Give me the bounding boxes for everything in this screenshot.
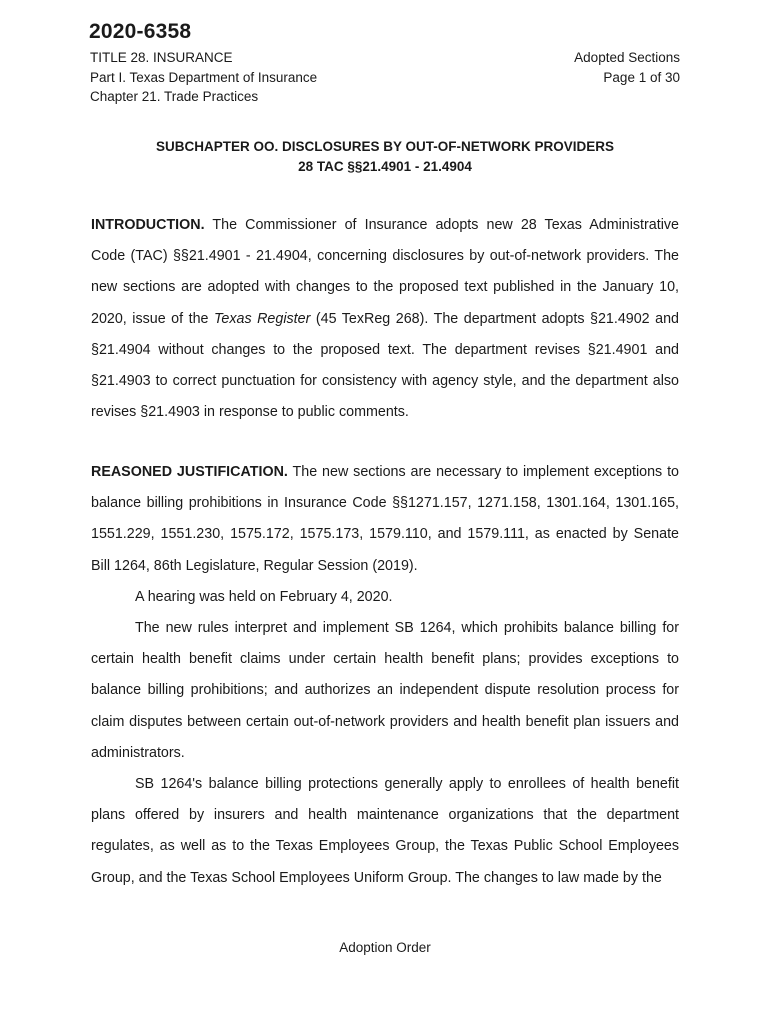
reasoned-paragraph-4: SB 1264's balance billing protections generally apply to enrollees of health benefit plans offered by insurers and health maintenance organizations that the department regulates, as well as to the Texas Employees Group, the Texas Public School Employees Group, and the Texas School Employees Uniform Group. The changes to law made by the [91, 776, 679, 886]
introduction-paragraph [91, 210, 679, 428]
chapter-line: Chapter 21. Trade Practices [90, 89, 259, 104]
status-line: Adopted Sections [574, 50, 680, 65]
part-line: Part I. Texas Department of Insurance [90, 69, 318, 85]
texas-register-italic: Texas Register [213, 310, 311, 327]
subchapter-heading [0, 137, 770, 176]
introduction-text-a: The Commissioner of Insurance adopts new 28 Texas Administrative Code (TAC) §§21.4901 - 21.4904, concerning disclosures by out-of-network providers. The new sections are adopted with changes to the proposed text published in the January 10, 2020, issue of the [91, 217, 679, 327]
header-right [574, 48, 680, 87]
subchapter-sections: 28 TAC §§21.4901 - 21.4904 [298, 158, 472, 174]
reasoned-label: REASONED JUSTIFICATION. [91, 464, 288, 480]
page-number: Page 1 of 30 [603, 69, 680, 85]
reasoned-text: The new sections are necessary to implement exceptions to balance billing prohibitions in Insurance Code §§1271.157, 1271.158, 1301.164, 1301.165, 1551.229, 1551.230, 1575.172, 1575.173, 1579.110, and 1579.111, as enacted by Senate Bill 1264, 86th Legislature, Regular Session (2019). [91, 464, 679, 574]
page-footer: Adoption Order [339, 940, 431, 955]
introduction-text-b: (45 TexReg 268). The department adopts §21.4902 and §21.4904 without changes to the proposed text. The department revises §21.4901 and §21.4903 to correct punctuation for consistency with agency style, and the department also revises §21.4903 in response to public comments. [91, 310, 679, 421]
reasoned-paragraph-2: A hearing was held on February 4, 2020. [135, 588, 393, 605]
reasoned-justification-section [91, 457, 679, 894]
title-line: TITLE 28. INSURANCE [90, 50, 233, 65]
introduction-section [91, 210, 679, 428]
subchapter-title: SUBCHAPTER OO. DISCLOSURES BY OUT-OF-NETWORK PROVIDERS [155, 139, 615, 154]
document-number: 2020-6358 [89, 20, 192, 43]
reasoned-paragraph-3: The new rules interpret and implement SB 1264, which prohibits balance billing for certain health benefit claims under certain health benefit plans; provides exceptions to balance billing prohibitions; and authorizes an independent dispute resolution process for claim disputes between certain out-of-network providers and health benefit plan issuers and administrators. [91, 620, 679, 761]
header-left [90, 48, 317, 107]
reasoned-paragraph-1 [91, 457, 679, 582]
introduction-label: INTRODUCTION. [91, 217, 205, 233]
